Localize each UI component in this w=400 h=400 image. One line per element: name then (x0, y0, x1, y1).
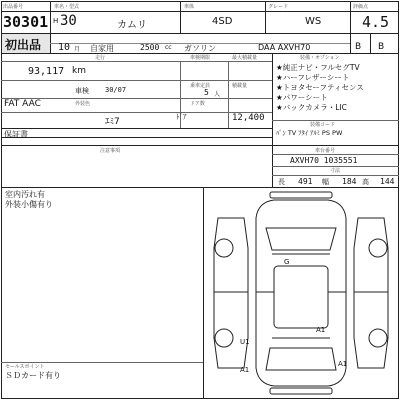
capacity-value: 5 (204, 88, 209, 97)
warranty: 保証書 (4, 130, 28, 139)
load-head: 積載量 (232, 83, 248, 89)
inspection-value: 30/07 (105, 86, 127, 94)
equipment-item: ★バックカメラ・LIC (276, 103, 347, 112)
grade-label: グレード (268, 4, 289, 10)
right-front-wheel (369, 239, 387, 257)
transmission: FAT AAC (4, 99, 41, 109)
sales-point: ＳＤカード有り (5, 371, 61, 380)
condition-diagram (204, 188, 398, 398)
reg-month: 10 (58, 42, 71, 53)
body-label: 車体 (184, 4, 195, 10)
left-front-wheel (215, 239, 233, 257)
height-value: 144 (380, 177, 395, 186)
mileage-head: 走行 (95, 55, 106, 61)
length-label: 長 (278, 178, 285, 186)
lot-label: 出品番号 (3, 4, 24, 10)
hood-panel (266, 228, 336, 250)
capacity-head: 乗車定員 (190, 83, 211, 89)
color-code: ｴﾐ7 (105, 117, 120, 127)
width-label: 幅 (322, 178, 329, 186)
inspection-notes (5, 190, 53, 210)
capacity-unit: 人 (214, 91, 221, 98)
displacement-unit: cc (165, 44, 172, 51)
equipment-item: ★純正ナビ・フルセグTV (276, 63, 360, 72)
damage-mark: A1 (240, 366, 250, 374)
trunk-panel (266, 348, 336, 370)
sales-head: セールスポイント (5, 364, 45, 370)
equipment-item: ★パワーシート (276, 93, 328, 102)
equipment-head: 装備・オプション (300, 55, 340, 61)
rear-bumper (270, 388, 332, 394)
size-head: 寸法 (330, 168, 341, 174)
notes-head: 注意事項 (100, 148, 121, 154)
interior-grade: B (355, 42, 362, 52)
model-year: 30 (60, 13, 77, 29)
make-model-label: 車名・型式 (54, 4, 80, 10)
doors-head: ドア数 (190, 101, 205, 107)
equipment-item: ★トヨタセーフティセンス (276, 83, 364, 92)
left-rear-wheel (215, 329, 233, 347)
exterior-color-head: 外装色 (75, 101, 91, 107)
score-label: 評価点 (353, 4, 369, 10)
length-value: 491 (298, 177, 313, 186)
exterior-grade: B (378, 42, 385, 52)
damage-mark: A1 (338, 360, 348, 368)
damage-mark: U1 (240, 338, 250, 346)
damage-mark: A1 (316, 326, 326, 334)
roof-panel (274, 266, 328, 328)
front-bumper (270, 192, 332, 198)
inspection-head: 車検期限 (190, 55, 211, 61)
event-label: 初出品 (5, 38, 42, 52)
width-value: 184 (342, 177, 357, 186)
height-label: 高 (362, 178, 369, 186)
note-line: 室内汚れ有 (5, 190, 45, 199)
damage-mark: G (284, 258, 290, 266)
chassis-number: AXVH70 1035551 (290, 156, 358, 165)
grade-value: WS (305, 16, 322, 27)
displacement: 2500 (140, 43, 160, 52)
note-line: 外装小傷有り (5, 200, 53, 209)
model-code: DAA AXVH70 (258, 43, 311, 52)
mileage-unit: km (72, 66, 86, 76)
usage: 自家用 (90, 44, 114, 53)
load-capacity: 12,400 (232, 113, 265, 123)
inspection-label: 車検 (75, 87, 89, 95)
max-load-head: 最大積載量 (232, 55, 258, 61)
equipment-item: ★ハーフレザーシート (276, 73, 350, 82)
model-name: カムリ (117, 20, 147, 31)
month-unit: 月 (74, 46, 81, 53)
option-codes: ﾊﾟﾝ TV ﾌﾀｲ ｱﾙﾐ PS PW (276, 129, 343, 137)
lot-number: 30301 (3, 13, 49, 31)
chassis-head: 車台番号 (315, 148, 336, 154)
fuel-type: ガソリン (184, 44, 216, 53)
score-value: 4.5 (362, 13, 390, 31)
right-rear-wheel (369, 329, 387, 347)
mileage-value: 93,117 (28, 66, 65, 77)
equipment-list (276, 63, 364, 113)
year-prefix: H (53, 17, 59, 25)
body-type: 4SD (212, 16, 233, 27)
doors-label: ﾄﾞｱ (176, 113, 187, 121)
option-codes-head: 装備コード (310, 122, 336, 128)
